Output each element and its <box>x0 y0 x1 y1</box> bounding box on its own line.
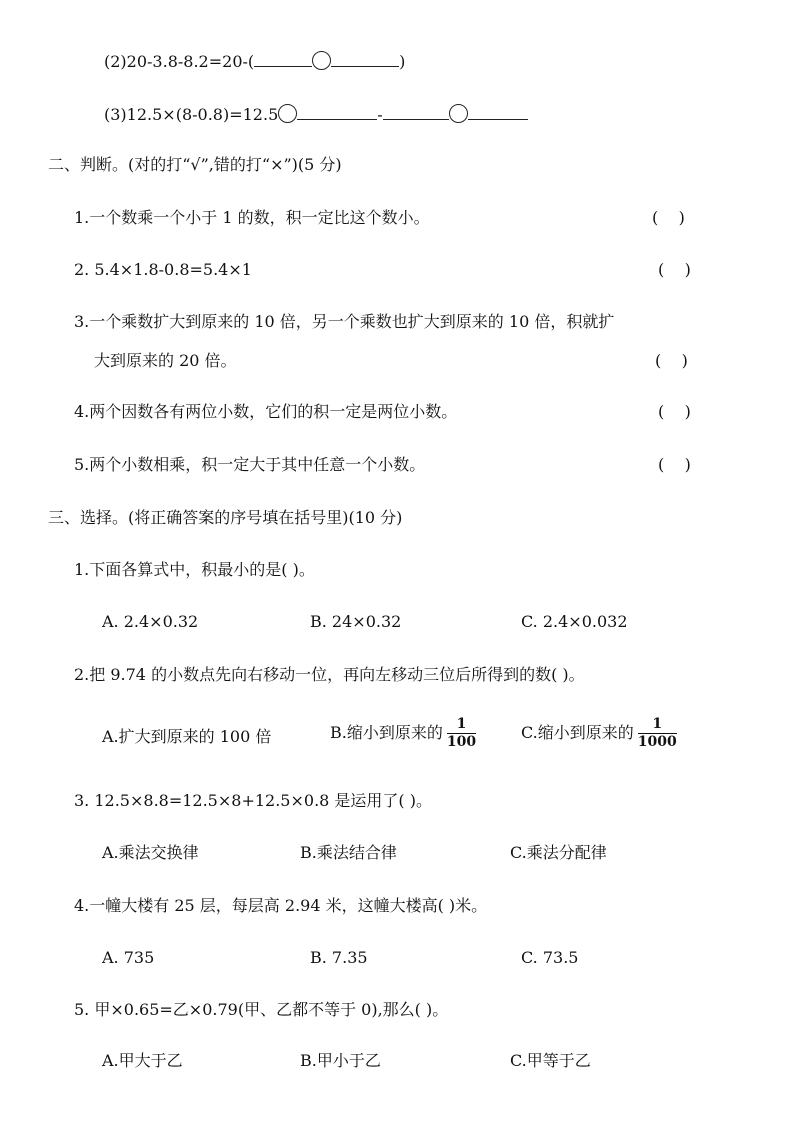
fraction-numerator: 1 <box>447 716 476 734</box>
fill-item-3-prefix: (3)12.5×(8-0.8)=12.5 <box>104 105 279 124</box>
choice-q4-option-c[interactable]: C. 73.5 <box>521 948 579 967</box>
answer-blank[interactable] <box>297 103 377 120</box>
judge-item-3-cont: 大到原来的 20 倍。 <box>94 351 237 370</box>
choice-q5-option-b[interactable]: B.甲小于乙 <box>300 1051 381 1070</box>
fraction-denominator: 1000 <box>637 734 677 750</box>
judge-item-1: 1.一个数乘一个小于 1 的数，积一定比这个数小。 <box>74 208 430 227</box>
choice-q4: 4.一幢大楼有 25 层，每层高 2.94 米，这幢大楼高( )米。 <box>74 896 488 915</box>
choice-q2-option-a[interactable]: A.扩大到原来的 100 倍 <box>102 727 272 746</box>
choice-q2-option-b-text: B.缩小到原来的 <box>330 723 443 742</box>
operator-circle[interactable] <box>449 104 468 123</box>
choice-q3-option-c[interactable]: C.乘法分配律 <box>510 843 607 862</box>
answer-blank[interactable] <box>331 50 399 67</box>
operator-circle[interactable] <box>278 104 297 123</box>
judge-item-3: 3.一个乘数扩大到原来的 10 倍，另一个乘数也扩大到原来的 10 倍，积就扩 <box>74 312 615 331</box>
choice-q2-option-b[interactable] <box>330 716 476 751</box>
choice-q2-option-c-text: C.缩小到原来的 <box>521 723 634 742</box>
answer-blank[interactable] <box>468 103 528 120</box>
choice-q3-option-a[interactable]: A.乘法交换律 <box>102 843 199 862</box>
judge-item-2: 2. 5.4×1.8-0.8=5.4×1 <box>74 260 252 279</box>
answer-paren[interactable]: ( ) <box>658 455 691 474</box>
choice-q2: 2.把 9.74 的小数点先向右移动一位，再向左移动三位后所得到的数( )。 <box>74 665 585 684</box>
choice-q3: 3. 12.5×8.8=12.5×8+12.5×0.8 是运用了( )。 <box>74 791 432 810</box>
operator-circle[interactable] <box>312 51 331 70</box>
section2-heading: 二、判断。(对的打“√”,错的打“×”)(5 分) <box>48 155 342 174</box>
fraction <box>447 716 476 751</box>
choice-q4-option-a[interactable]: A. 735 <box>102 948 155 967</box>
judge-item-5: 5.两个小数相乘，积一定大于其中任意一个小数。 <box>74 455 426 474</box>
choice-q5-option-c[interactable]: C.甲等于乙 <box>510 1051 591 1070</box>
fraction-numerator: 1 <box>638 716 677 734</box>
fraction <box>638 716 677 751</box>
choice-q1-option-b[interactable]: B. 24×0.32 <box>310 612 402 631</box>
choice-q5-option-a[interactable]: A.甲大于乙 <box>102 1051 183 1070</box>
fraction-denominator: 100 <box>446 734 477 750</box>
choice-q1: 1.下面各算式中，积最小的是( )。 <box>74 560 315 579</box>
answer-paren[interactable]: ( ) <box>658 402 691 421</box>
choice-q3-option-b[interactable]: B.乘法结合律 <box>300 843 397 862</box>
choice-q4-option-b[interactable]: B. 7.35 <box>310 948 368 967</box>
fill-item-3 <box>104 103 528 126</box>
choice-q1-option-c[interactable]: C. 2.4×0.032 <box>521 612 628 631</box>
fill-item-3-mid: - <box>377 105 383 124</box>
choice-q2-option-c[interactable] <box>521 716 677 751</box>
answer-blank[interactable] <box>383 103 449 120</box>
fill-item-2-suffix: ) <box>399 52 406 71</box>
answer-paren[interactable]: ( ) <box>655 351 688 370</box>
answer-paren[interactable]: ( ) <box>658 260 691 279</box>
answer-paren[interactable]: ( ) <box>652 208 685 227</box>
fill-item-2 <box>104 50 405 73</box>
section3-heading: 三、选择。(将正确答案的序号填在括号里)(10 分) <box>48 508 403 527</box>
fill-item-2-prefix: (2)20-3.8-8.2=20-( <box>104 52 255 71</box>
choice-q5: 5. 甲×0.65=乙×0.79(甲、乙都不等于 0),那么( )。 <box>74 1000 449 1019</box>
choice-q1-option-a[interactable]: A. 2.4×0.32 <box>102 612 199 631</box>
answer-blank[interactable] <box>254 50 312 67</box>
judge-item-4: 4.两个因数各有两位小数，它们的积一定是两位小数。 <box>74 402 458 421</box>
